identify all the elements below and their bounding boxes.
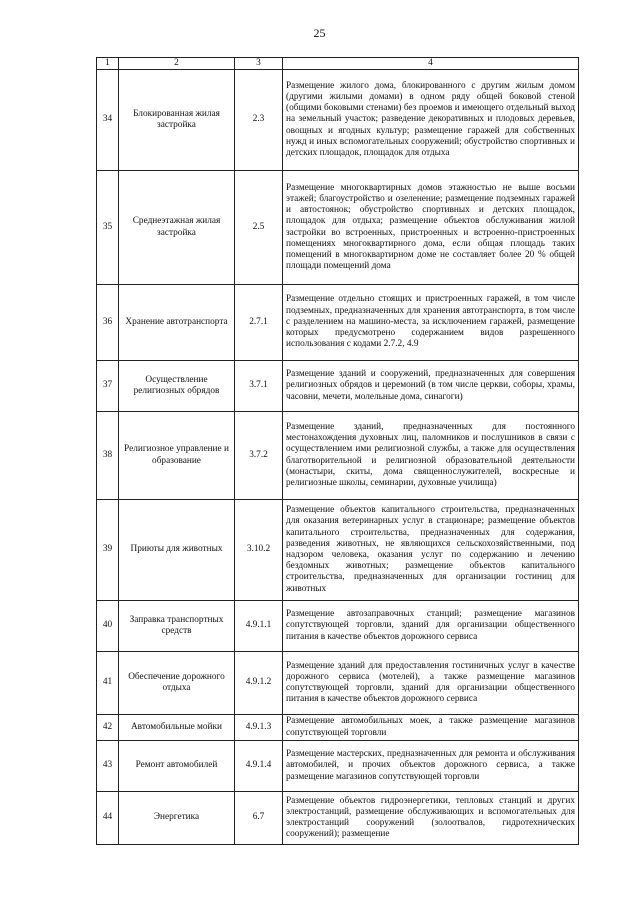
use-name: Ремонт автомобилей [119,741,235,792]
use-description: Размещение зданий для предоставления гостиничных услуг в качестве дорожного сервиса (мотелей), а также размещение магазинов сопутствующей торговли, зданий для организации общественного питания в качестве объектов дорожного сервиса [283,652,579,715]
table-row [97,171,579,285]
use-name: Энергетика [119,792,235,845]
row-number: 38 [97,412,119,500]
use-code: 3.7.2 [235,412,283,500]
use-name: Приюты для животных [119,500,235,601]
use-code: 3.7.1 [235,361,283,412]
use-description: Размещение зданий, предназначенных для постоянного местонахождения духовных лиц, паломников и послушников в связи с осуществлением ими религиозной службы, а также для осуществления благотворительной и религиозной образовательной деятельности (монастыри, скиты, дома священнослужителей, воскресные и религиозные школы, семинарии, духовные училища) [283,412,579,500]
table-row [97,652,579,715]
table-row [97,792,579,845]
row-number: 43 [97,741,119,792]
column-number-row [97,58,579,70]
use-code: 4.9.1.1 [235,601,283,652]
table-row [97,412,579,500]
row-number: 44 [97,792,119,845]
use-description: Размещение зданий и сооружений, предназначенных для совершения религиозных обрядов и церемоний (в том числе церкви, соборы, храмы, часовни, мечети, молельные дома, синагоги) [283,361,579,412]
table-row [97,70,579,171]
use-name: Заправка транспортных средств [119,601,235,652]
use-code: 6.7 [235,792,283,845]
row-number: 41 [97,652,119,715]
use-description: Размещение объектов гидроэнергетики, тепловых станций и других электростанций, размещение обслуживающих и вспомогательных для электростанций сооружений (золоотвалов, гидротехнических сооружений); размещение [283,792,579,845]
table-row [97,361,579,412]
row-number: 37 [97,361,119,412]
use-code: 2.7.1 [235,285,283,361]
column-number: 1 [97,58,119,70]
row-number: 40 [97,601,119,652]
column-number: 3 [235,58,283,70]
use-name: Религиозное управление и образование [119,412,235,500]
land-use-table [96,57,579,845]
use-code: 4.9.1.3 [235,715,283,741]
use-description: Размещение отдельно стоящих и пристроенных гаражей, в том числе подземных, предназначенных для хранения автотранспорта, в том числе с разделением на машино-места, за исключением гаражей, размещение которых предусмотрено содержанием видов разрешенного использования с кодами 2.7.2, 4.9 [283,285,579,361]
use-name: Хранение автотранспорта [119,285,235,361]
table-row [97,500,579,601]
use-code: 3.10.2 [235,500,283,601]
row-number: 34 [97,70,119,171]
table-row [97,715,579,741]
use-description: Размещение многоквартирных домов этажностью не выше восьми этажей; благоустройство и озеленение; размещение подземных гаражей и автостоянок; обустройство спортивных и детских площадок, площадок для отдыха; размещение объектов обслуживания жилой застройки во встроенных, пристроенных и встроенно-пристроенных помещениях многоквартирного дома, если общая площадь таких помещений в многоквартирном доме не составляет более 20 % общей площади помещений дома [283,171,579,285]
use-description: Размещение объектов капитального строительства, предназначенных для оказания ветеринарных услуг в стационаре; размещение объектов капитального строительства, предназначенных для содержания, разведения животных, не являющихся сельскохозяйственными, под надзором человека, оказания услуг по содержанию и лечению бездомных животных; размещение объектов капитального строительства, предназначенных для организации гостиниц для животных [283,500,579,601]
column-number: 4 [283,58,579,70]
use-code: 2.3 [235,70,283,171]
use-description: Размещение мастерских, предназначенных для ремонта и обслуживания автомобилей, и прочих объектов дорожного сервиса, а также размещение магазинов сопутствующей торговли [283,741,579,792]
row-number: 39 [97,500,119,601]
table-row [97,601,579,652]
row-number: 36 [97,285,119,361]
row-number: 42 [97,715,119,741]
use-name: Среднеэтажная жилая застройка [119,171,235,285]
row-number: 35 [97,171,119,285]
table-row [97,285,579,361]
use-name: Обеспечение дорожного отдыха [119,652,235,715]
use-name: Блокированная жилая застройка [119,70,235,171]
use-description: Размещение автозаправочных станций; размещение магазинов сопутствующей торговли, зданий для организации общественного питания в качестве объектов дорожного сервиса [283,601,579,652]
table-row [97,741,579,792]
use-code: 4.9.1.4 [235,741,283,792]
use-name: Автомобильные мойки [119,715,235,741]
use-description: Размещение автомобильных моек, а также размещение магазинов сопутствующей торговли [283,715,579,741]
use-name: Осуществление религиозных обрядов [119,361,235,412]
column-number: 2 [119,58,235,70]
use-code: 2.5 [235,171,283,285]
page-number: 25 [313,26,326,40]
use-code: 4.9.1.2 [235,652,283,715]
use-description: Размещение жилого дома, блокированного с другим жилым домом (другими жилыми домами) в одном ряду общей боковой стеной (общими боковыми стенами) без проемов и имеющего отдельный выход на земельный участок; разведение декоративных и плодовых деревьев, овощных и ягодных культур; размещение гаражей для собственных нужд и иных вспомогательных сооружений; обустройство спортивных и детских площадок, площадок для отдыха [283,70,579,171]
